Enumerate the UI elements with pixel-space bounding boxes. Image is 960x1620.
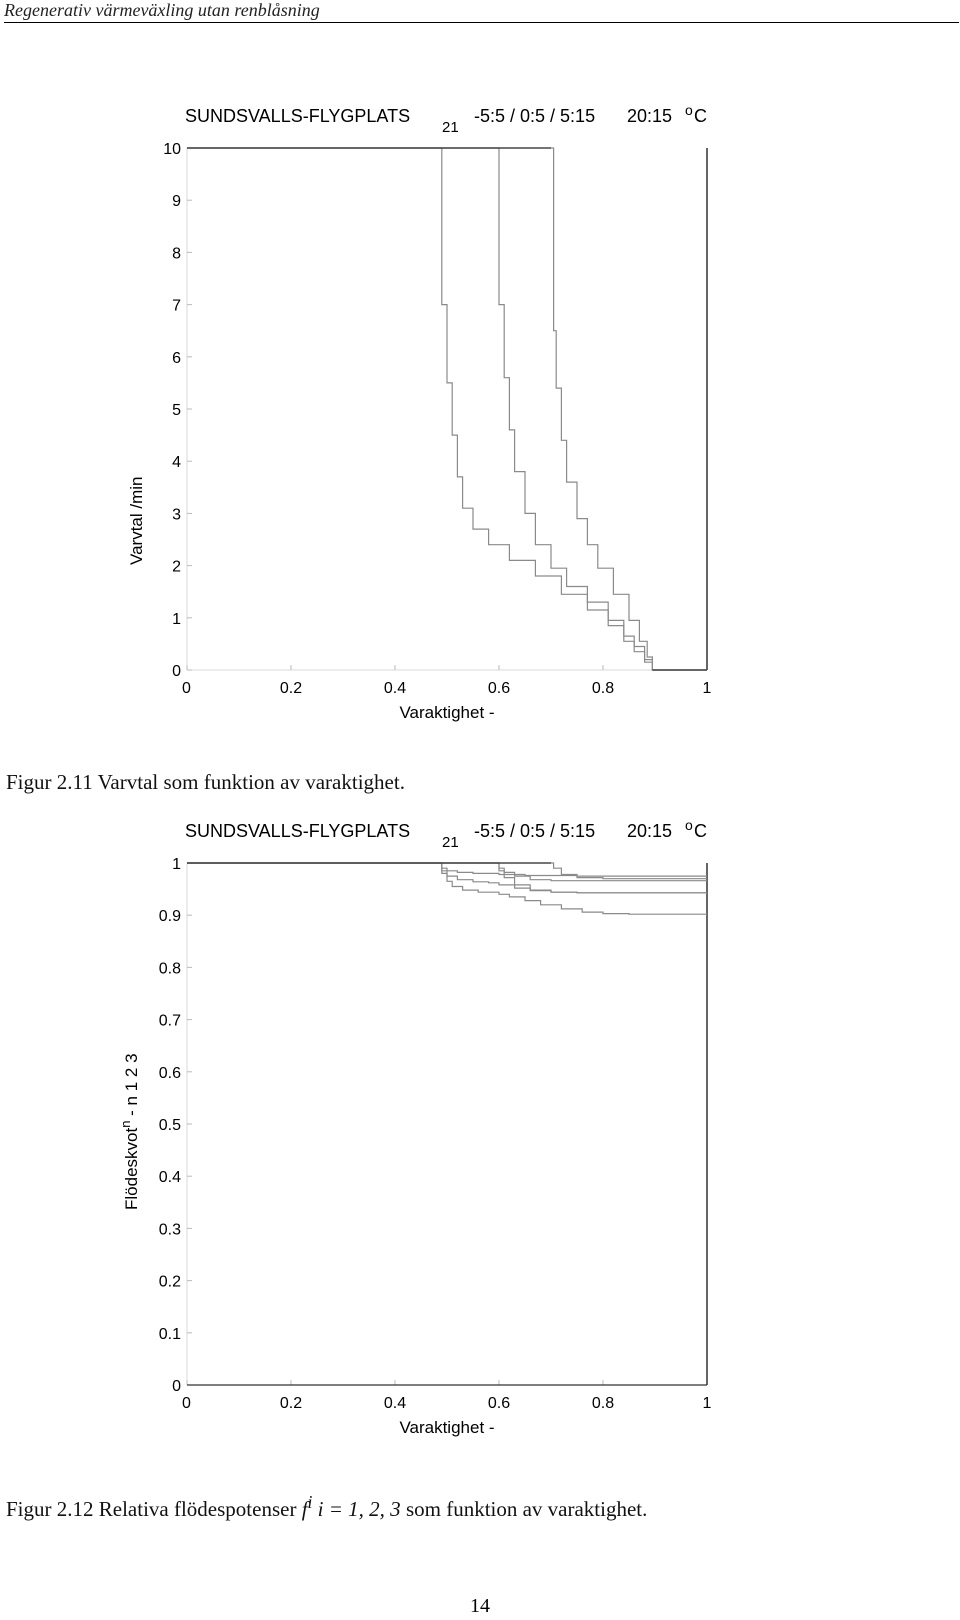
chart-title-station: SUNDSVALLS-FLYGPLATS	[185, 106, 411, 126]
y-tick-label: 0.8	[158, 960, 181, 978]
y-tick-label: 2	[172, 558, 181, 576]
caption-italic: i = 1, 2, 3	[312, 1497, 401, 1521]
x-tick-label: 0.4	[383, 1395, 407, 1412]
series-line-2	[187, 148, 707, 670]
caption-f: f	[301, 1497, 308, 1521]
x-tick-label: 1	[702, 1395, 712, 1412]
chart-title-subscript: 21	[442, 834, 459, 851]
y-axis-label	[127, 477, 146, 566]
x-tick-label: 0	[182, 1395, 191, 1412]
chart-varvtal	[0, 95, 960, 745]
y-tick-label: 0.9	[158, 908, 181, 926]
chart-title-station: SUNDSVALLS-FLYGPLATS	[185, 821, 411, 841]
y-tick-label: 1	[172, 856, 181, 873]
y-tick-label: 0.2	[158, 1273, 181, 1291]
chart-title-degree: o	[685, 817, 693, 833]
x-tick-label: 0.2	[279, 1395, 303, 1412]
x-tick-label: 0	[182, 680, 191, 697]
figure-caption-2-12	[6, 1492, 647, 1522]
y-tick-label: 3	[172, 506, 181, 524]
y-tick-label: 0	[172, 663, 181, 680]
y-axis-label	[118, 1053, 142, 1210]
chart-title-temp: 20:15	[627, 106, 673, 126]
x-tick-label: 0.2	[279, 680, 303, 697]
x-tick-label: 0.4	[383, 680, 407, 697]
caption-sup: i	[307, 1492, 313, 1512]
y-tick-label: 6	[172, 349, 181, 367]
chart-title-degree: o	[685, 102, 693, 118]
y-tick-label: 7	[172, 297, 181, 315]
chart-title-ranges: -5:5 / 0:5 / 5:15	[474, 821, 596, 841]
x-tick-label: 1	[702, 680, 712, 697]
y-axis-label-tail: - n 1 2 3	[122, 1053, 141, 1121]
y-tick-label: 10	[163, 141, 181, 158]
y-tick-label: 0.6	[158, 1064, 181, 1082]
x-axis-label: Varaktighet -	[399, 1418, 495, 1437]
running-header: Regenerativ värmeväxling utan renblåsning	[4, 0, 959, 23]
chart-flodeskvot	[0, 810, 960, 1460]
chart-title-unit: C	[694, 821, 707, 841]
y-tick-label: 0.1	[158, 1325, 181, 1343]
y-axis-label-text: Varvtal /min	[127, 476, 146, 565]
x-axis-label: Varaktighet -	[399, 703, 495, 722]
y-tick-label: 0.5	[158, 1117, 181, 1134]
y-tick-label: 0.4	[158, 1169, 181, 1187]
chart-title-unit: C	[694, 106, 707, 126]
series-line-1	[187, 148, 707, 670]
y-tick-label: 8	[172, 245, 181, 263]
page-number: 14	[470, 1595, 490, 1617]
y-tick-label: 1	[172, 610, 181, 628]
y-tick-label: 0.3	[158, 1221, 181, 1239]
x-tick-label: 0.6	[487, 680, 511, 697]
x-tick-label: 0.6	[487, 1395, 511, 1412]
y-tick-label: 0.7	[158, 1012, 181, 1030]
chart-title-subscript: 21	[442, 119, 459, 136]
chart-title-temp: 20:15	[627, 821, 673, 841]
caption-before: Figur 2.12 Relativa flödespotenser	[6, 1497, 302, 1521]
caption-after: som funktion av varaktighet.	[400, 1497, 648, 1521]
y-tick-label: 4	[172, 454, 181, 472]
y-tick-label: 5	[172, 402, 181, 419]
figure-caption-2-11: Figur 2.11 Varvtal som funktion av varaktighet.	[6, 770, 405, 794]
y-axis-label-sup: n	[117, 1120, 133, 1128]
y-axis-label-main: Flödeskvot	[122, 1127, 141, 1210]
series-line-3	[187, 148, 707, 670]
chart-title-ranges: -5:5 / 0:5 / 5:15	[474, 106, 596, 126]
x-tick-label: 0.8	[591, 1395, 615, 1412]
y-tick-label: 9	[172, 193, 181, 211]
y-tick-label: 0	[172, 1378, 181, 1395]
x-tick-label: 0.8	[591, 680, 615, 697]
